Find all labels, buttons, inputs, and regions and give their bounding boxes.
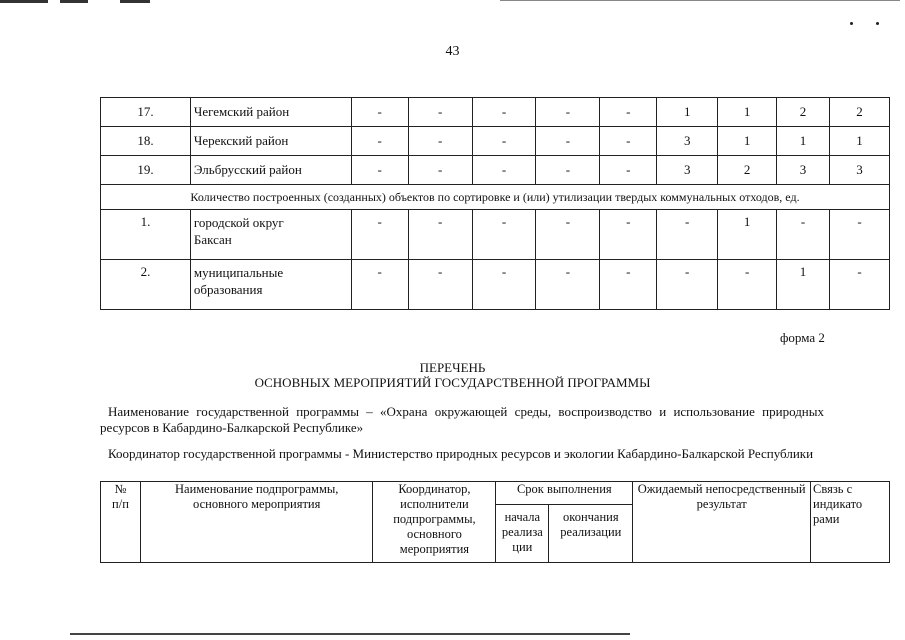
row-number: 1. (101, 210, 191, 260)
value-cell: - (472, 156, 536, 185)
value-cell: - (657, 260, 718, 310)
header-term (496, 482, 633, 505)
header-line: основного (406, 527, 462, 541)
row-name-line: муниципальные (193, 265, 284, 280)
header-line: № (114, 482, 127, 496)
value-cell: 1 (777, 127, 830, 156)
header-result-text (633, 482, 810, 512)
value-cell: 2 (777, 98, 830, 127)
value-cell: 1 (657, 98, 718, 127)
title-line-2: ОСНОВНЫХ МЕРОПРИЯТИЙ ГОСУДАРСТВЕННОЙ ПРОГРАММЫ (254, 375, 651, 390)
activities-table (100, 481, 890, 563)
scan-dot (850, 22, 853, 25)
value-cell: 1 (829, 127, 889, 156)
value-cell: - (600, 98, 657, 127)
value-cell: - (472, 210, 536, 260)
header-start-text (496, 510, 548, 555)
coordinator-paragraph: Координатор государственной программы - Министерство природных ресурсов и экологии Кабардино-Балкарской Республики (108, 446, 814, 461)
header-line: исполнители (400, 497, 469, 511)
row-number: 18. (101, 127, 191, 156)
value-cell: - (351, 127, 408, 156)
value-cell: 1 (777, 260, 830, 310)
value-cell: - (829, 210, 889, 260)
indicator-table (100, 97, 890, 310)
value-cell: - (536, 98, 600, 127)
header-coordinator-text (373, 482, 495, 557)
table-row (101, 127, 890, 156)
value-cell: - (600, 127, 657, 156)
row-name (190, 156, 351, 185)
header-line: основного мероприятия (193, 497, 321, 511)
header-name-text (141, 482, 373, 512)
value-cell: - (536, 156, 600, 185)
value-cell: - (351, 98, 408, 127)
header-line: реализации (560, 525, 622, 539)
value-cell: 3 (777, 156, 830, 185)
page-number: 43 (445, 44, 460, 59)
row-number: 19. (101, 156, 191, 185)
header-line: реализа (501, 525, 543, 539)
value-cell: - (536, 260, 600, 310)
header-line: мероприятия (399, 542, 470, 556)
scan-artifact-top (0, 0, 905, 6)
value-cell: 1 (718, 127, 777, 156)
value-cell: - (829, 260, 889, 310)
header-line: рами (813, 512, 840, 526)
header-line: ции (512, 540, 533, 554)
header-end-text (549, 510, 632, 540)
section-row (101, 185, 890, 210)
table-row (101, 98, 890, 127)
row-number: 17. (101, 98, 191, 127)
value-cell: - (408, 260, 472, 310)
section-title: Количество построенных (созданных) объектов по сортировке и (или) утилизации твердых коммунальных отходов, ед. (101, 185, 890, 210)
header-num (101, 482, 141, 563)
value-cell: 3 (829, 156, 889, 185)
form-label: форма 2 (780, 330, 825, 345)
header-name (140, 482, 373, 563)
value-cell: - (408, 98, 472, 127)
header-line: окончания (563, 510, 619, 524)
value-cell: - (472, 127, 536, 156)
row-name (190, 210, 351, 260)
value-cell: - (600, 260, 657, 310)
value-cell: 3 (657, 127, 718, 156)
header-line: Координатор, (398, 482, 471, 496)
value-cell: 2 (718, 156, 777, 185)
table-row (101, 260, 890, 310)
value-cell: - (408, 210, 472, 260)
value-cell: - (408, 156, 472, 185)
scan-artifact-bottom (70, 633, 630, 635)
header-line: Ожидаемый непосредственный (637, 482, 806, 496)
row-name-line: Эльбрусский район (193, 162, 302, 177)
value-cell: - (472, 260, 536, 310)
row-name-line: Баксан (193, 232, 232, 247)
program-name-paragraph: Наименование государственной программы – «Охрана окружающей среды, воспроизводство и использование природных ресурсов в Кабардино-Балкарской Республике» (100, 404, 824, 435)
value-cell: 1 (718, 210, 777, 260)
table-row (101, 210, 890, 260)
title-line-1: ПЕРЕЧЕНЬ (419, 360, 486, 375)
value-cell: - (351, 260, 408, 310)
value-cell: - (777, 210, 830, 260)
header-line: Связь с (813, 482, 853, 496)
header-term-text: Срок выполнения (516, 482, 612, 496)
table-row (101, 156, 890, 185)
value-cell: - (657, 210, 718, 260)
row-name (190, 98, 351, 127)
row-number: 2. (101, 260, 191, 310)
value-cell: - (536, 127, 600, 156)
header-start (496, 505, 549, 563)
value-cell: - (351, 156, 408, 185)
row-name-line: Черекский район (193, 133, 289, 148)
value-cell: - (351, 210, 408, 260)
header-line: результат (696, 497, 747, 511)
header-line: п/п (112, 497, 129, 511)
scan-dot (876, 22, 879, 25)
value-cell: - (472, 98, 536, 127)
value-cell: - (536, 210, 600, 260)
header-line: подпрограммы, (393, 512, 476, 526)
header-link-text (813, 482, 889, 527)
header-line: начала (504, 510, 541, 524)
header-link (811, 482, 890, 563)
value-cell: 2 (829, 98, 889, 127)
header-result (633, 482, 811, 563)
header-num-text (101, 482, 140, 512)
header-end (549, 505, 633, 563)
header-line: индикато (813, 497, 863, 511)
value-cell: - (408, 127, 472, 156)
row-name-line: Чегемский район (193, 104, 290, 119)
row-name (190, 127, 351, 156)
header-line: Наименование подпрограммы, (175, 482, 339, 496)
header-coordinator (373, 482, 496, 563)
value-cell: 3 (657, 156, 718, 185)
row-name-line: образования (193, 282, 263, 297)
value-cell: 1 (718, 98, 777, 127)
row-name-line: городской округ (193, 215, 284, 230)
value-cell: - (718, 260, 777, 310)
row-name (190, 260, 351, 310)
value-cell: - (600, 156, 657, 185)
value-cell: - (600, 210, 657, 260)
